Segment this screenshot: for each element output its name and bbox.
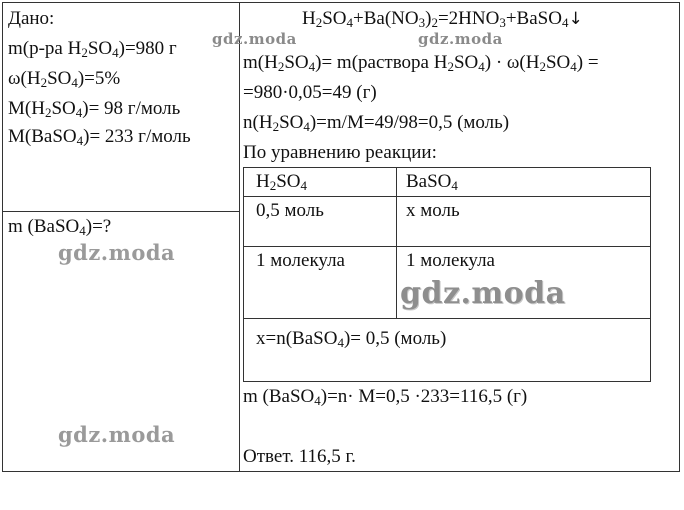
precipitate-arrow-icon: ↓ <box>568 9 583 29</box>
table-cell: 1 молекула <box>256 250 345 271</box>
table-cell: 0,5 моль <box>256 200 324 221</box>
watermark: gdz.moda <box>212 30 297 48</box>
mass-baso4-calc: m (BaSO$_4$)=n· M=0,5 ·233=116,5 (г) <box>243 386 528 408</box>
watermark: gdz.moda <box>418 30 503 48</box>
table-column-divider <box>396 168 397 318</box>
ratio-table <box>243 167 651 382</box>
by-equation-label: По уравнению реакции: <box>243 142 437 163</box>
reaction-equation: $H_2SO_4+Ba(NO_3)_2=2HNO_3+BaSO_4↓$ <box>302 8 583 30</box>
table-result: x=n(BaSO$_4$)= 0,5 (моль) <box>256 328 447 350</box>
table-cell: 1 молекула <box>406 250 495 271</box>
given-molar-h2so4: $M(H_2SO_4)= 98$ г/моль <box>8 98 181 120</box>
table-header-baso4: BaSO$_4$ <box>406 171 458 193</box>
find-statement: m (BaSO$_4$)=? <box>8 216 112 238</box>
answer-text: Ответ. 116,5 г. <box>243 446 356 467</box>
given-find-divider <box>3 211 239 212</box>
table-cell: x моль <box>406 200 460 221</box>
column-divider <box>239 3 240 471</box>
mass-h2so4-formula: $m(H_2SO_4)=$ m(раствора $H_2SO_4) \cdot \omega(H_2SO_4)$ = <box>243 52 599 74</box>
mass-h2so4-calc: =980·0,05=49 (г) <box>243 82 377 103</box>
given-label: Дано: <box>8 8 55 29</box>
watermark: gdz.moda <box>58 422 176 447</box>
table-row-divider <box>244 318 650 319</box>
watermark: gdz.moda <box>58 240 176 265</box>
given-omega: $\omega(H_2SO_4)=5\%$ <box>8 68 121 90</box>
table-header-h2so4: $H_2SO_4$ <box>256 171 308 193</box>
moles-h2so4: $n(H_2SO_4)=m/M=49/98=0,5$ (моль) <box>243 112 510 134</box>
watermark: gdz.moda <box>400 276 566 311</box>
table-row-divider <box>244 246 650 247</box>
given-molar-baso4: M(BaSO$_4$)= 233 г/моль <box>8 126 191 148</box>
given-mass-solution: m(р-ра $H_2SO_4)=980$ г <box>8 38 177 60</box>
table-row-divider <box>244 196 650 197</box>
